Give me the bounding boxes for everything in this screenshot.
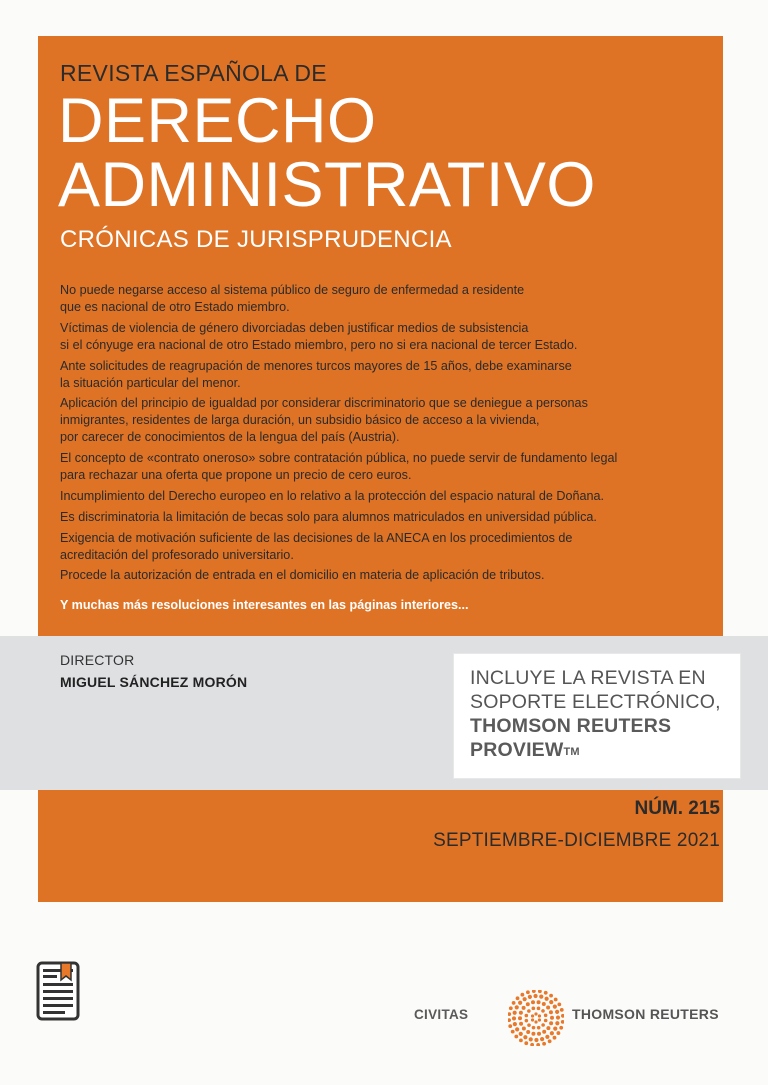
director-label: DIRECTOR [60,652,135,668]
issue-number: NÚM. 215 [634,798,720,819]
headline-line: Es discriminatoria la limitación de becas solo para alumnos matriculados en universidad pública. [60,509,597,524]
director-name: MIGUEL SÁNCHEZ MORÓN [60,674,248,690]
proview-line-3: THOMSON REUTERS [470,715,672,737]
headline-line: que es nacional de otro Estado miembro. [60,300,290,314]
headline-line: por carecer de conocimientos de la lengua del país (Austria). [60,430,400,445]
headline-line: la situación particular del menor. [60,375,241,390]
headline-line: si el cónyuge era nacional de otro Estado miembro, pero no si era nacional de tercer Estado. [60,337,578,352]
issue-date: SEPTIEMBRE-DICIEMBRE 2021 [433,830,720,851]
headline-item [60,567,700,584]
headline-list [60,282,700,588]
thomson-reuters-logo-icon [508,990,564,1051]
headline-item [60,395,700,446]
civitas-imprint: CIVITAS [414,1007,469,1022]
headline-line: Aplicación del principio de igualdad por considerar discriminatorio que se deniegue a personas [60,396,588,411]
headline-item [60,530,700,564]
headline-line: Procede la autorización de entrada en el domicilio en materia de aplicación de tributos. [60,568,545,583]
trademark-mark: TM [563,746,580,758]
headline-line: Víctimas de violencia de género divorciadas deben justificar medios de subsistencia [60,320,529,335]
proview-brand: PROVIEW [470,739,564,761]
proview-line-4 [470,738,740,762]
more-resolutions-note: Y muchas más resoluciones interesantes en las páginas interiores... [60,598,469,612]
thomson-reuters-name: THOMSON REUTERS [572,1006,719,1022]
journal-series: REVISTA ESPAÑOLA DE [60,60,327,86]
headline-item [60,358,700,392]
headline-item [60,320,700,354]
headline-line: para rechazar una oferta que propone un precio de cero euros. [60,468,412,483]
headline-line: acreditación del profesorado universitario. [60,547,294,562]
headline-item [60,450,700,484]
headline-line: No puede negarse acceso al sistema público de seguro de enfermedad a residente [60,283,525,297]
headline-line: Exigencia de motivación suficiente de las decisiones de la ANECA en los procedimientos de [60,530,573,545]
journal-title-line-2: ADMINISTRATIVO [58,150,596,220]
proview-line-1: INCLUYE LA REVISTA EN [470,667,706,689]
headline-item [60,509,700,526]
journal-title-line-1: DERECHO [58,86,377,156]
proview-notice-box [454,654,740,778]
headline-item [60,282,700,316]
document-bookmark-icon [35,960,81,1027]
headline-line: Incumplimiento del Derecho europeo en lo relativo a la protección del espacio natural de Doñana. [60,488,604,503]
headline-line: El concepto de «contrato oneroso» sobre contratación pública, no puede servir de fundamento legal [60,451,618,466]
headline-line: inmigrantes, residentes de larga duración, un subsidio básico de acceso a la vivienda, [60,413,540,428]
headline-line: Ante solicitudes de reagrupación de menores turcos mayores de 15 años, debe examinarse [60,358,572,373]
headline-item [60,488,700,505]
proview-line-2: SOPORTE ELECTRÓNICO, [470,691,721,713]
journal-subtitle: CRÓNICAS DE JURISPRUDENCIA [60,226,452,253]
